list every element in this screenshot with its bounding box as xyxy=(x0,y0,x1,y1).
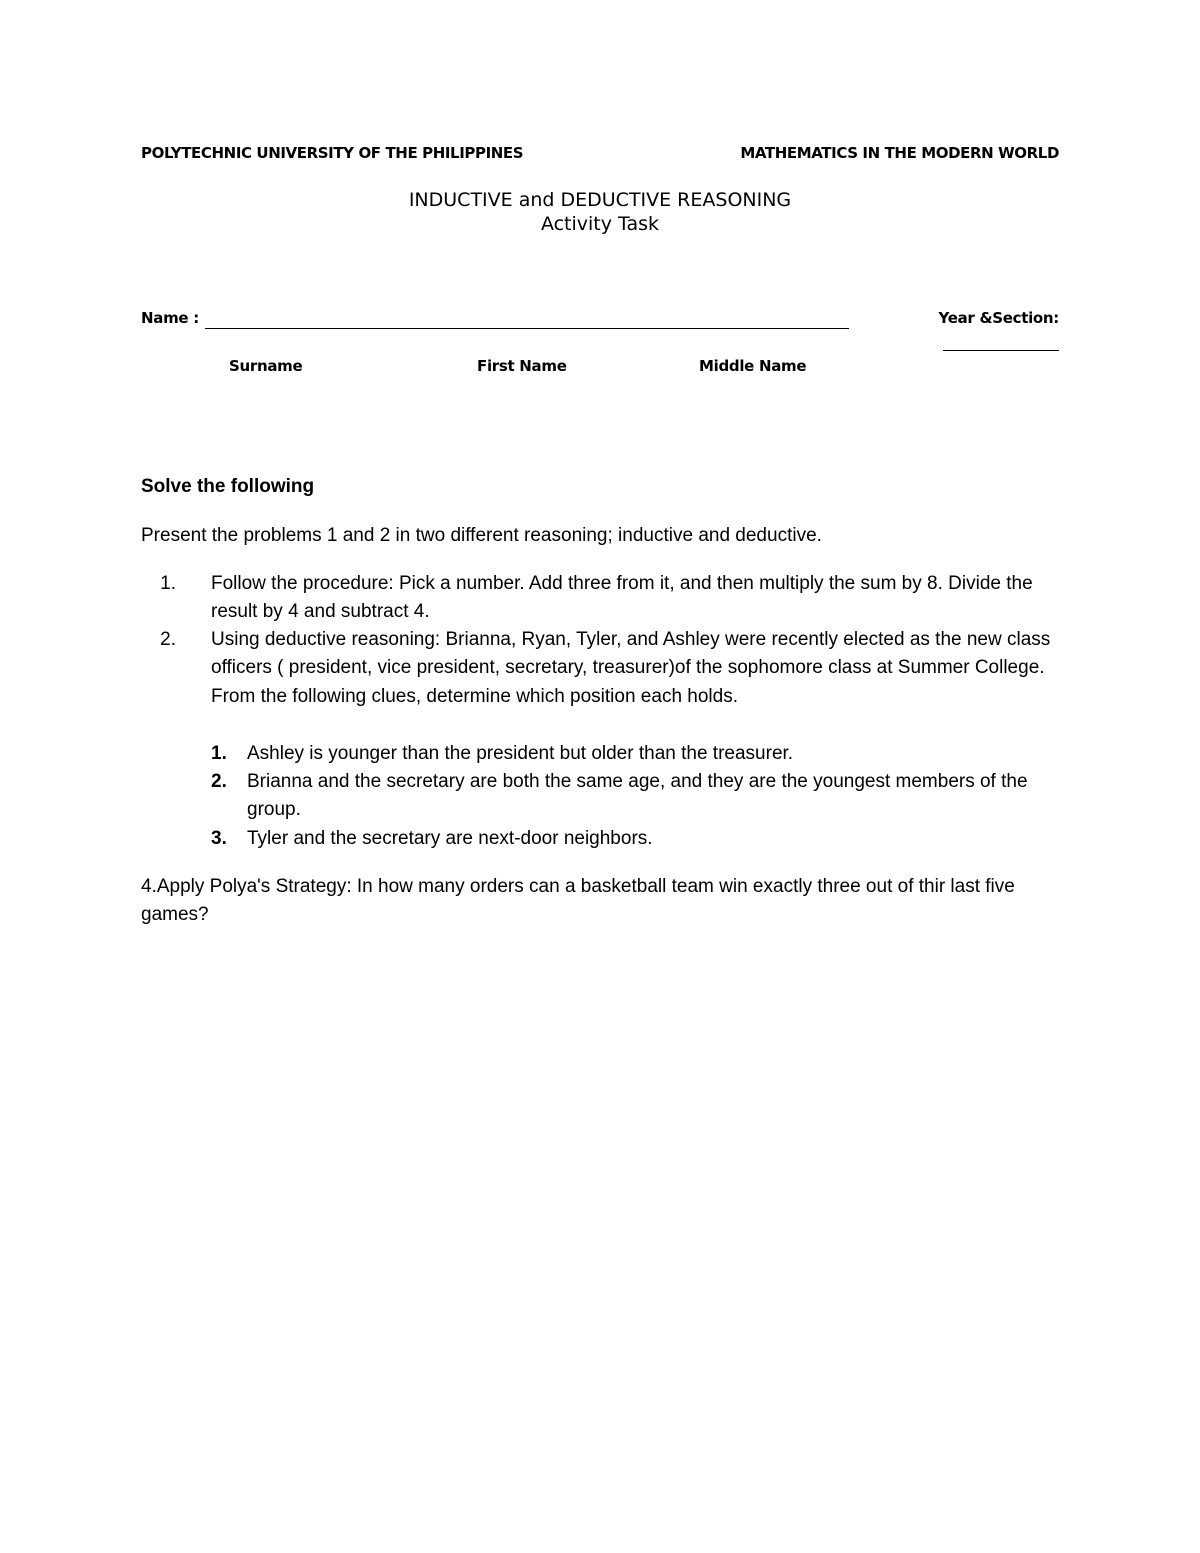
clue-number: 1. xyxy=(211,743,227,764)
title-main: INDUCTIVE and DEDUCTIVE REASONING xyxy=(408,189,792,211)
university-name: POLYTECHNIC UNIVERSITY OF THE PHILIPPINES xyxy=(141,144,524,162)
item-number: 2. xyxy=(160,629,176,650)
year-section-label: Year &Section: xyxy=(938,309,1059,327)
name-field-line[interactable] xyxy=(205,328,849,329)
year-section-field-line[interactable] xyxy=(943,350,1059,351)
instructions-text: Present the problems 1 and 2 in two different reasoning; inductive and deductive. xyxy=(141,525,822,546)
name-label: Name : xyxy=(141,309,199,327)
clue-number: 3. xyxy=(211,828,227,849)
clue-text: Tyler and the secretary are next-door neighbors. xyxy=(247,828,653,849)
middle-name-label: Middle Name xyxy=(699,357,807,375)
clue-text: Ashley is younger than the president but older than the treasurer. xyxy=(247,743,794,764)
question-4: 4.Apply Polya's Strategy: In how many orders can a basketball team win exactly three out of thir last five games? xyxy=(141,876,1015,926)
clue-number: 2. xyxy=(211,771,227,792)
item-text: Follow the procedure: Pick a number. Add three from it, and then multiply the sum by 8. Divide the result by 4 and subtract 4. xyxy=(211,573,1033,623)
section-title: Solve the following xyxy=(141,476,315,497)
title-sub: Activity Task xyxy=(540,213,660,235)
item-text: Using deductive reasoning: Brianna, Ryan, Tyler, and Ashley were recently elected as the new class officers ( president, vice president, secretary, treasurer)of the sophomore class at Summer College. From the following clues, determine which position each holds. xyxy=(211,629,1051,707)
first-name-label: First Name xyxy=(477,357,567,375)
surname-label: Surname xyxy=(229,357,303,375)
item-number: 1. xyxy=(160,573,176,594)
course-name: MATHEMATICS IN THE MODERN WORLD xyxy=(740,144,1059,162)
clue-text: Brianna and the secretary are both the same age, and they are the youngest members of the group. xyxy=(247,771,1028,821)
document-title xyxy=(0,188,1200,236)
